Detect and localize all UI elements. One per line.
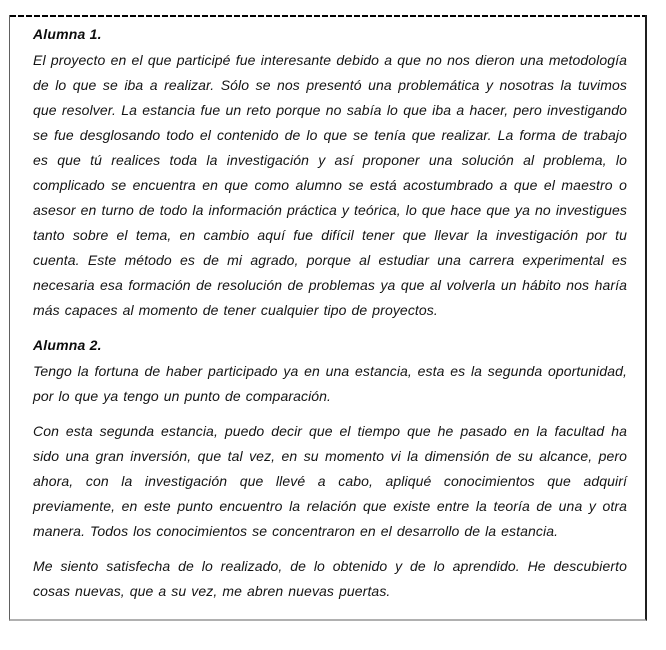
section-alumna-2 bbox=[33, 333, 627, 604]
alumna-2-paragraph-1: Tengo la fortuna de haber participado ya en una estancia, esta es la segunda oportunidad, por lo que ya tengo un punto de comparación. bbox=[33, 363, 627, 404]
testimonials-textbox bbox=[9, 15, 647, 621]
alumna-1-paragraph: El proyecto en el que participé fue interesante debido a que no nos dieron una metodología de lo que se iba a realizar. Sólo se nos presentó una problemática y nosotras la tuvimos que resolver. La estancia fue un reto porque no sabía lo que iba a hacer, pero investigando se fue desglosando todo el contenido de lo que se tenía que realizar. La forma de trabajo es que tú realices toda la investigación y así proponer una solución al problema, lo complicado se encuentra en que como alumno se está acostumbrado a que el maestro o asesor en turno de todo la información práctica y teórica, lo que hace que ya no investigues tanto sobre el tema, en cambio aquí fue difícil tener que llevar la investigación por tu cuenta. Este método es de mi agrado, porque al estudiar una carrera experimental es necesaria esa formación de resolución de problemas ya que al volverla un hábito nos haría más capaces al momento de tener cualquier tipo de proyectos. bbox=[33, 52, 627, 318]
alumna-2-paragraph-2: Con esta segunda estancia, puedo decir que el tiempo que he pasado en la facultad ha sido una gran inversión, que tal vez, en su momento vi la dimensión de su alcance, pero ahora, con la investigación que llevé a cabo, apliqué conocimientos que adquirí previamente, en este punto encuentro la relación que existe entre la teoría de una y otra manera. Todos los conocimientos se concentraron en el desarrollo de la estancia. bbox=[33, 423, 627, 539]
section-alumna-1 bbox=[33, 22, 627, 323]
heading-alumna-1: Alumna 1. bbox=[33, 26, 102, 42]
heading-alumna-2: Alumna 2. bbox=[33, 337, 102, 353]
alumna-2-paragraph-3: Me siento satisfecha de lo realizado, de lo obtenido y de lo aprendido. He descubierto cosas nuevas, que a su vez, me abren nuevas puertas. bbox=[33, 558, 627, 599]
